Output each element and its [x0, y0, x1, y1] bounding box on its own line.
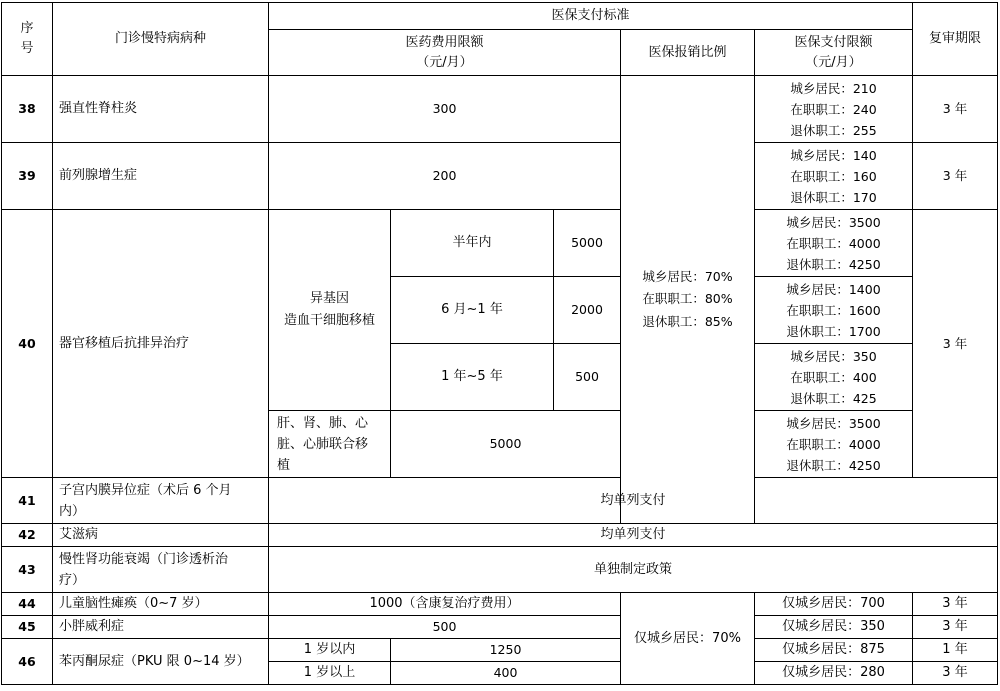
row-note: 单独制定政策 [269, 547, 998, 593]
row-disease: 子宫内膜异位症（术后 6 个月 内） [53, 478, 269, 524]
row-review: 3 年 [913, 76, 998, 143]
age-label: 1 岁以上 [269, 662, 391, 685]
row-seq: 46 [2, 639, 53, 685]
row-note: 均单列支付 [269, 478, 998, 524]
header-cost-limit: 医药费用限额 （元/月） [269, 30, 621, 76]
row-review: 3 年 [913, 616, 998, 639]
period-cost: 500 [554, 344, 621, 411]
row-pay: 城乡居民：140 在职职工：160 退休职工：170 [755, 143, 913, 210]
row-seq: 43 [2, 547, 53, 593]
organ-transplant-cell: 肝、肾、肺、心 脏、心肺联合移 植 [269, 411, 391, 478]
row-disease: 慢性肾功能衰竭（门诊透析治 疗） [53, 547, 269, 593]
ratio-cell: 城乡居民：70% 在职职工：80% 退休职工：85% [621, 76, 755, 524]
row-pay: 仅城乡居民：280 [755, 662, 913, 685]
row-disease: 儿童脑性瘫痪（0~7 岁） [53, 593, 269, 616]
row-cost: 200 [269, 143, 621, 210]
row-seq: 39 [2, 143, 53, 210]
period-label: 半年内 [391, 210, 554, 277]
policy-table [1, 2, 998, 685]
header-review: 复审期限 [913, 3, 998, 76]
allo-hsct-cell: 异基因 造血干细胞移植 [269, 210, 391, 411]
period-cost: 5000 [554, 210, 621, 277]
row-seq: 44 [2, 593, 53, 616]
row-pay: 城乡居民：3500 在职职工：4000 退休职工：4250 [755, 210, 913, 277]
row-review: 1 年 [913, 639, 998, 662]
row-seq: 42 [2, 524, 53, 547]
row-seq: 40 [2, 210, 53, 478]
ratio-cell: 仅城乡居民：70% [621, 593, 755, 685]
row-disease: 强直性脊柱炎 [53, 76, 269, 143]
row-seq: 38 [2, 76, 53, 143]
age-cost: 1250 [391, 639, 621, 662]
row-pay: 城乡居民：350 在职职工：400 退休职工：425 [755, 344, 913, 411]
period-cost: 2000 [554, 277, 621, 344]
row-cost: 300 [269, 76, 621, 143]
row-seq: 45 [2, 616, 53, 639]
period-label: 6 月~1 年 [391, 277, 554, 344]
row-pay: 仅城乡居民：700 [755, 593, 913, 616]
row-note: 均单列支付 [269, 524, 998, 547]
row-seq: 41 [2, 478, 53, 524]
header-seq: 序 号 [2, 3, 53, 76]
row-cost: 1000（含康复治疗费用） [269, 593, 621, 616]
row-disease: 器官移植后抗排异治疗 [53, 210, 269, 478]
row-disease: 苯丙酮尿症（PKU 限 0~14 岁） [53, 639, 269, 685]
row-disease: 艾滋病 [53, 524, 269, 547]
row-review: 3 年 [913, 662, 998, 685]
row-pay: 仅城乡居民：875 [755, 639, 913, 662]
row-cost: 500 [269, 616, 621, 639]
header-pay-limit: 医保支付限额 （元/月） [755, 30, 913, 76]
row-pay: 仅城乡居民：350 [755, 616, 913, 639]
age-cost: 400 [391, 662, 621, 685]
row-review: 3 年 [913, 143, 998, 210]
header-disease: 门诊慢特病病种 [53, 3, 269, 76]
row-review: 3 年 [913, 593, 998, 616]
organ-cost: 5000 [391, 411, 621, 478]
row-pay: 城乡居民：3500 在职职工：4000 退休职工：4250 [755, 411, 913, 478]
age-label: 1 岁以内 [269, 639, 391, 662]
period-label: 1 年~5 年 [391, 344, 554, 411]
row-review: 3 年 [913, 210, 998, 478]
row-disease: 小胖威利症 [53, 616, 269, 639]
row-disease: 前列腺增生症 [53, 143, 269, 210]
row-pay: 城乡居民：1400 在职职工：1600 退休职工：1700 [755, 277, 913, 344]
header-standard: 医保支付标准 [269, 3, 913, 30]
row-pay: 城乡居民：210 在职职工：240 退休职工：255 [755, 76, 913, 143]
header-ratio: 医保报销比例 [621, 30, 755, 76]
